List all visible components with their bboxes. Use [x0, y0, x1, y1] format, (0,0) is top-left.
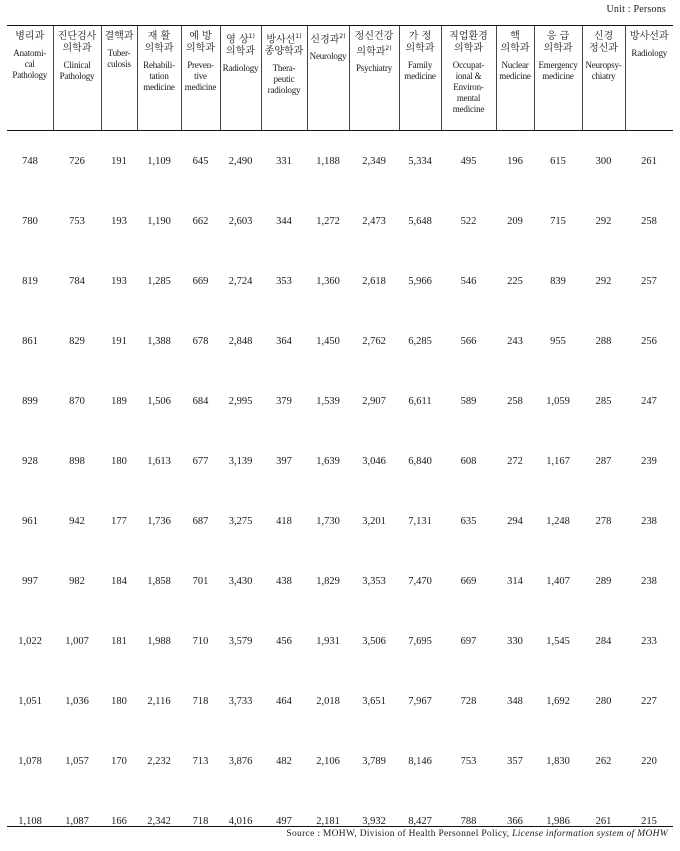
- table-cell: 258: [496, 371, 534, 431]
- table-cell: 497: [261, 791, 307, 851]
- table-cell: 181: [101, 611, 137, 671]
- table-cell: 357: [496, 731, 534, 791]
- table-cell: 288: [582, 311, 625, 371]
- table-cell: 166: [101, 791, 137, 851]
- table-cell: 1,188: [307, 131, 349, 192]
- column-header-korean: 결핵과: [103, 31, 136, 43]
- table-cell: 753: [53, 191, 101, 251]
- table-row: [7, 551, 673, 611]
- table-cell: 819: [7, 251, 53, 311]
- table-row: [7, 791, 673, 851]
- table-header-row: [7, 26, 673, 131]
- table-cell: 2,018: [307, 671, 349, 731]
- table-cell: 728: [441, 671, 496, 731]
- table-cell: 6,611: [399, 371, 441, 431]
- table-cell: 3,201: [349, 491, 399, 551]
- table-row: [7, 251, 673, 311]
- table-cell: 227: [625, 671, 673, 731]
- table-cell: 1,036: [53, 671, 101, 731]
- column-header: [534, 26, 582, 131]
- table-cell: 1,078: [7, 731, 53, 791]
- table-cell: 189: [101, 371, 137, 431]
- column-header: [496, 26, 534, 131]
- table-cell: 1,450: [307, 311, 349, 371]
- column-header: [349, 26, 399, 131]
- table-cell: 608: [441, 431, 496, 491]
- table-cell: 898: [53, 431, 101, 491]
- column-header: [307, 26, 349, 131]
- table-cell: 438: [261, 551, 307, 611]
- column-header: [7, 26, 53, 131]
- footnote-marker: 2): [339, 33, 345, 40]
- table-cell: 225: [496, 251, 534, 311]
- table-cell: 1,730: [307, 491, 349, 551]
- table-cell: 3,789: [349, 731, 399, 791]
- table-cell: 379: [261, 371, 307, 431]
- table-row: [7, 491, 673, 551]
- table-cell: 718: [181, 671, 220, 731]
- table-row: [7, 431, 673, 491]
- table-row: [7, 311, 673, 371]
- table-cell: 3,046: [349, 431, 399, 491]
- table-cell: 1,388: [137, 311, 181, 371]
- column-header-korean: 방사선$^{1)}$ 종양학과: [263, 31, 306, 58]
- table-body: [7, 131, 673, 851]
- table-cell: 284: [582, 611, 625, 671]
- table-cell: 331: [261, 131, 307, 192]
- table-cell: 2,232: [137, 731, 181, 791]
- table-cell: 5,966: [399, 251, 441, 311]
- table-cell: 243: [496, 311, 534, 371]
- table-cell: 482: [261, 731, 307, 791]
- table-cell: 1,248: [534, 491, 582, 551]
- table-cell: 955: [534, 311, 582, 371]
- table-cell: 495: [441, 131, 496, 192]
- table-cell: 1,736: [137, 491, 181, 551]
- footnote-marker: 2): [385, 45, 391, 52]
- table-cell: 280: [582, 671, 625, 731]
- table-cell: 1,285: [137, 251, 181, 311]
- table-cell: 829: [53, 311, 101, 371]
- table-cell: 220: [625, 731, 673, 791]
- table-cell: 258: [625, 191, 673, 251]
- table-cell: 180: [101, 671, 137, 731]
- table-cell: 8,427: [399, 791, 441, 851]
- column-header-korean: 영 상$^{1)}$ 의학과: [222, 31, 260, 58]
- table-cell: 348: [496, 671, 534, 731]
- table-cell: 257: [625, 251, 673, 311]
- table-cell: 209: [496, 191, 534, 251]
- source-note: [286, 829, 668, 839]
- table-cell: 196: [496, 131, 534, 192]
- table-cell: 2,349: [349, 131, 399, 192]
- table-cell: 292: [582, 251, 625, 311]
- footnote-marker: 1): [295, 33, 301, 40]
- table-cell: 6,285: [399, 311, 441, 371]
- table-cell: 262: [582, 731, 625, 791]
- table-cell: 1,167: [534, 431, 582, 491]
- table-cell: 7,967: [399, 671, 441, 731]
- table-cell: 1,087: [53, 791, 101, 851]
- table-cell: 2,762: [349, 311, 399, 371]
- table-cell: 1,190: [137, 191, 181, 251]
- table-cell: 6,840: [399, 431, 441, 491]
- table-cell: 3,353: [349, 551, 399, 611]
- table-cell: 2,106: [307, 731, 349, 791]
- table-cell: 2,603: [220, 191, 261, 251]
- table-cell: 615: [534, 131, 582, 192]
- column-header-korean: 예 방 의학과: [183, 31, 219, 55]
- column-header-korean: 가 정 의학과: [401, 31, 440, 55]
- table-cell: 3,430: [220, 551, 261, 611]
- table-cell: 344: [261, 191, 307, 251]
- table-cell: 982: [53, 551, 101, 611]
- column-header-korean: 병리과: [8, 31, 52, 43]
- table-cell: 366: [496, 791, 534, 851]
- table-cell: 247: [625, 371, 673, 431]
- column-header-english: Tuber- culosis: [103, 48, 136, 70]
- table-cell: 287: [582, 431, 625, 491]
- table-row: [7, 731, 673, 791]
- table-cell: 464: [261, 671, 307, 731]
- table-cell: 788: [441, 791, 496, 851]
- column-header-english: Family medicine: [401, 60, 440, 82]
- table-cell: 589: [441, 371, 496, 431]
- table-cell: 215: [625, 791, 673, 851]
- table-cell: 546: [441, 251, 496, 311]
- column-header: [53, 26, 101, 131]
- table-cell: 1,613: [137, 431, 181, 491]
- table-cell: 292: [582, 191, 625, 251]
- table-cell: 678: [181, 311, 220, 371]
- column-header-english: Neurology: [309, 51, 348, 62]
- table-cell: 942: [53, 491, 101, 551]
- table-cell: 7,131: [399, 491, 441, 551]
- table-cell: 193: [101, 191, 137, 251]
- column-header-english: Nuclear medicine: [498, 60, 533, 82]
- column-header-english: Occupat- ional & Environ- mental medicine: [443, 60, 495, 115]
- table-cell: 1,858: [137, 551, 181, 611]
- table-cell: 635: [441, 491, 496, 551]
- table-cell: 191: [101, 311, 137, 371]
- table-cell: 701: [181, 551, 220, 611]
- source-prefix: Source : MOHW, Division of Health Personnel Policy,: [286, 829, 512, 839]
- table-cell: 2,116: [137, 671, 181, 731]
- column-header-english: Clinical Pathology: [55, 60, 100, 82]
- table-cell: 1,108: [7, 791, 53, 851]
- column-header-english: Thera- peutic radiology: [263, 63, 306, 96]
- table-cell: 180: [101, 431, 137, 491]
- table-row: [7, 371, 673, 431]
- table-cell: 726: [53, 131, 101, 192]
- table-cell: 7,695: [399, 611, 441, 671]
- column-header-english: Rehabili- tation medicine: [139, 60, 180, 93]
- table-cell: 170: [101, 731, 137, 791]
- table-cell: 177: [101, 491, 137, 551]
- table-cell: 5,648: [399, 191, 441, 251]
- table-cell: 687: [181, 491, 220, 551]
- table-cell: 5,334: [399, 131, 441, 192]
- table-cell: 1,545: [534, 611, 582, 671]
- column-header-english: Radiology: [627, 48, 673, 59]
- table-cell: 839: [534, 251, 582, 311]
- table-row: [7, 131, 673, 192]
- table-cell: 330: [496, 611, 534, 671]
- table-cell: 238: [625, 491, 673, 551]
- column-header: [137, 26, 181, 131]
- table-cell: 753: [441, 731, 496, 791]
- table-cell: 2,907: [349, 371, 399, 431]
- column-header-korean: 재 활 의학과: [139, 31, 180, 55]
- source-italic: License information system of MOHW: [512, 829, 668, 839]
- table-cell: 3,579: [220, 611, 261, 671]
- table-row: [7, 671, 673, 731]
- column-header-english: Preven- tive medicine: [183, 60, 219, 93]
- table-cell: 289: [582, 551, 625, 611]
- table-cell: 1,639: [307, 431, 349, 491]
- table-cell: 238: [625, 551, 673, 611]
- table-cell: 7,470: [399, 551, 441, 611]
- table-cell: 718: [181, 791, 220, 851]
- column-header: [181, 26, 220, 131]
- table-cell: 364: [261, 311, 307, 371]
- table-cell: 397: [261, 431, 307, 491]
- table-cell: 870: [53, 371, 101, 431]
- table-cell: 8,146: [399, 731, 441, 791]
- table-cell: 1,057: [53, 731, 101, 791]
- column-header: [261, 26, 307, 131]
- table-cell: 1,109: [137, 131, 181, 192]
- table-cell: 300: [582, 131, 625, 192]
- table-cell: 522: [441, 191, 496, 251]
- table-cell: 2,342: [137, 791, 181, 851]
- table-cell: 1,539: [307, 371, 349, 431]
- column-header-english: Neuropsy- chiatry: [584, 60, 624, 82]
- table-cell: 713: [181, 731, 220, 791]
- footnote-marker: 1): [249, 33, 255, 40]
- column-header-english: Emergency medicine: [536, 60, 581, 82]
- unit-label: Unit : Persons: [607, 4, 666, 15]
- table-cell: 1,360: [307, 251, 349, 311]
- table-cell: 233: [625, 611, 673, 671]
- column-header-korean: 진단검사 의학과: [55, 31, 100, 55]
- table-cell: 294: [496, 491, 534, 551]
- column-header-english: Psychiatry: [351, 63, 398, 74]
- table-cell: 861: [7, 311, 53, 371]
- statistics-table: [7, 25, 673, 851]
- column-header: [220, 26, 261, 131]
- table-cell: 1,059: [534, 371, 582, 431]
- table-cell: 3,139: [220, 431, 261, 491]
- table-row: [7, 611, 673, 671]
- table-cell: 748: [7, 131, 53, 192]
- column-header-english: Anatomi- cal Pathology: [8, 48, 52, 81]
- table-cell: 1,506: [137, 371, 181, 431]
- table-cell: 278: [582, 491, 625, 551]
- table-cell: 261: [582, 791, 625, 851]
- column-header-korean: 신경과$^{2)}$: [309, 31, 348, 46]
- table-cell: 1,022: [7, 611, 53, 671]
- column-header-english: Radiology: [222, 63, 260, 74]
- table-cell: 4,016: [220, 791, 261, 851]
- column-header: [441, 26, 496, 131]
- table-cell: 2,724: [220, 251, 261, 311]
- column-header: [399, 26, 441, 131]
- table-cell: 780: [7, 191, 53, 251]
- table-cell: 314: [496, 551, 534, 611]
- table-cell: 2,848: [220, 311, 261, 371]
- column-header-korean: 정신건강 의학과$^{2)}$: [351, 31, 398, 58]
- table-cell: 1,988: [137, 611, 181, 671]
- column-header-korean: 핵 의학과: [498, 31, 533, 55]
- table-cell: 710: [181, 611, 220, 671]
- table-cell: 997: [7, 551, 53, 611]
- table-cell: 456: [261, 611, 307, 671]
- table-cell: 684: [181, 371, 220, 431]
- table-cell: 961: [7, 491, 53, 551]
- column-header: [101, 26, 137, 131]
- column-header-korean: 직업환경 의학과: [443, 31, 495, 55]
- table-cell: 3,651: [349, 671, 399, 731]
- table-cell: 645: [181, 131, 220, 192]
- table-cell: 669: [441, 551, 496, 611]
- table-cell: 256: [625, 311, 673, 371]
- table-cell: 2,473: [349, 191, 399, 251]
- column-header-korean: 방사선과: [627, 31, 673, 43]
- table-cell: 193: [101, 251, 137, 311]
- table-cell: 662: [181, 191, 220, 251]
- table-cell: 3,932: [349, 791, 399, 851]
- table-cell: 1,272: [307, 191, 349, 251]
- table-cell: 3,876: [220, 731, 261, 791]
- table-cell: 3,506: [349, 611, 399, 671]
- table-cell: 239: [625, 431, 673, 491]
- table-cell: 1,986: [534, 791, 582, 851]
- table-cell: 2,618: [349, 251, 399, 311]
- table-cell: 1,407: [534, 551, 582, 611]
- table-cell: 272: [496, 431, 534, 491]
- table-cell: 1,051: [7, 671, 53, 731]
- table-cell: 1,829: [307, 551, 349, 611]
- table-cell: 191: [101, 131, 137, 192]
- table-cell: 2,490: [220, 131, 261, 192]
- table-cell: 184: [101, 551, 137, 611]
- table-cell: 928: [7, 431, 53, 491]
- table-cell: 2,995: [220, 371, 261, 431]
- table-cell: 697: [441, 611, 496, 671]
- table-row: [7, 191, 673, 251]
- table-cell: 1,692: [534, 671, 582, 731]
- table-cell: 285: [582, 371, 625, 431]
- table-cell: 899: [7, 371, 53, 431]
- table-cell: 566: [441, 311, 496, 371]
- table-cell: 677: [181, 431, 220, 491]
- column-header: [582, 26, 625, 131]
- table-cell: 2,181: [307, 791, 349, 851]
- table-cell: 715: [534, 191, 582, 251]
- table-cell: 784: [53, 251, 101, 311]
- column-header: [625, 26, 673, 131]
- table-cell: 669: [181, 251, 220, 311]
- table-cell: 1,931: [307, 611, 349, 671]
- table-cell: 3,733: [220, 671, 261, 731]
- bottom-rule: [7, 826, 673, 827]
- table-cell: 1,830: [534, 731, 582, 791]
- column-header-korean: 응 급 의학과: [536, 31, 581, 55]
- table-cell: 1,007: [53, 611, 101, 671]
- table-cell: 418: [261, 491, 307, 551]
- table-cell: 261: [625, 131, 673, 192]
- table-cell: 353: [261, 251, 307, 311]
- column-header-korean: 신경 정신과: [584, 31, 624, 55]
- table-cell: 3,275: [220, 491, 261, 551]
